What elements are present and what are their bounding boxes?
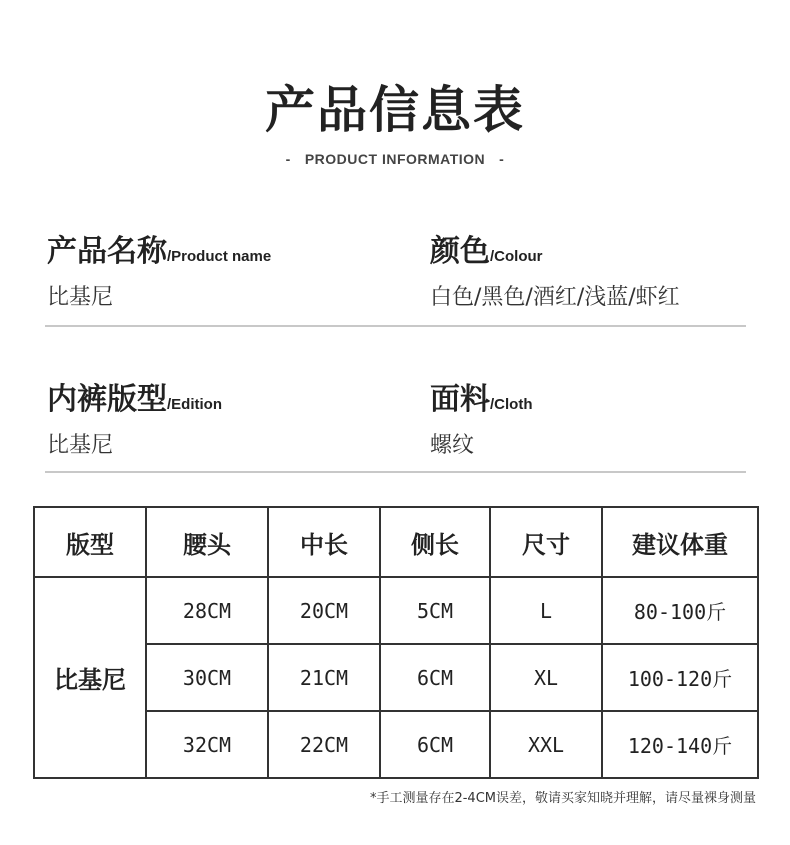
- subtitle-text: PRODUCT INFORMATION: [304, 151, 486, 167]
- table-cell: 30CM: [146, 644, 268, 711]
- info-product-name: [47, 226, 271, 311]
- divider: [45, 325, 746, 327]
- table-cell: 5CM: [380, 577, 490, 644]
- table-cell: 20CM: [268, 577, 380, 644]
- divider: [45, 471, 746, 473]
- edition-label: 内裤版型: [47, 382, 167, 417]
- size-table: [33, 506, 759, 779]
- subtitle-dash-left: -: [285, 151, 291, 167]
- table-cell: XL: [490, 644, 602, 711]
- header-size: 尺寸: [490, 507, 602, 577]
- cloth-label: 面料: [430, 382, 490, 417]
- table-cell: 6CM: [380, 711, 490, 778]
- header-side-length: 侧长: [380, 507, 490, 577]
- table-cell: 22CM: [268, 711, 380, 778]
- table-cell: 32CM: [146, 711, 268, 778]
- table-header-row: [34, 507, 758, 577]
- table-cell: 100-120斤: [602, 644, 758, 711]
- colour-value: 白色/黑色/酒红/浅蓝/虾红: [430, 285, 680, 310]
- table-cell: 80-100斤: [602, 577, 758, 644]
- colour-label-en: /Colour: [490, 248, 543, 265]
- table-cell: L: [490, 577, 602, 644]
- table-cell: 120-140斤: [602, 711, 758, 778]
- product-name-label: 产品名称: [47, 234, 167, 269]
- table-cell: 6CM: [380, 644, 490, 711]
- edition-value: 比基尼: [47, 433, 114, 458]
- table-cell: 28CM: [146, 577, 268, 644]
- info-cloth: [430, 374, 533, 459]
- header-weight: 建议体重: [602, 507, 758, 577]
- header-style: 版型: [34, 507, 146, 577]
- table-cell: 21CM: [268, 644, 380, 711]
- header-waist: 腰头: [146, 507, 268, 577]
- info-edition: [47, 374, 222, 459]
- table-row: [34, 577, 758, 644]
- product-name-value: 比基尼: [47, 285, 114, 310]
- style-cell: 比基尼: [34, 577, 146, 778]
- cloth-label-en: /Cloth: [490, 396, 533, 413]
- page-title: 产品信息表: [265, 81, 525, 139]
- cloth-value: 螺纹: [430, 433, 475, 458]
- measurement-note: *手工测量存在2-4CM误差，敬请买家知晓并理解，请尽量裸身测量: [369, 791, 756, 806]
- header-mid-length: 中长: [268, 507, 380, 577]
- colour-label: 颜色: [430, 234, 490, 269]
- info-colour: [430, 226, 680, 311]
- product-name-label-en: /Product name: [167, 248, 272, 265]
- table-cell: XXL: [490, 711, 602, 778]
- page-subtitle: [0, 151, 790, 167]
- subtitle-dash-right: -: [499, 151, 505, 167]
- edition-label-en: /Edition: [167, 396, 222, 413]
